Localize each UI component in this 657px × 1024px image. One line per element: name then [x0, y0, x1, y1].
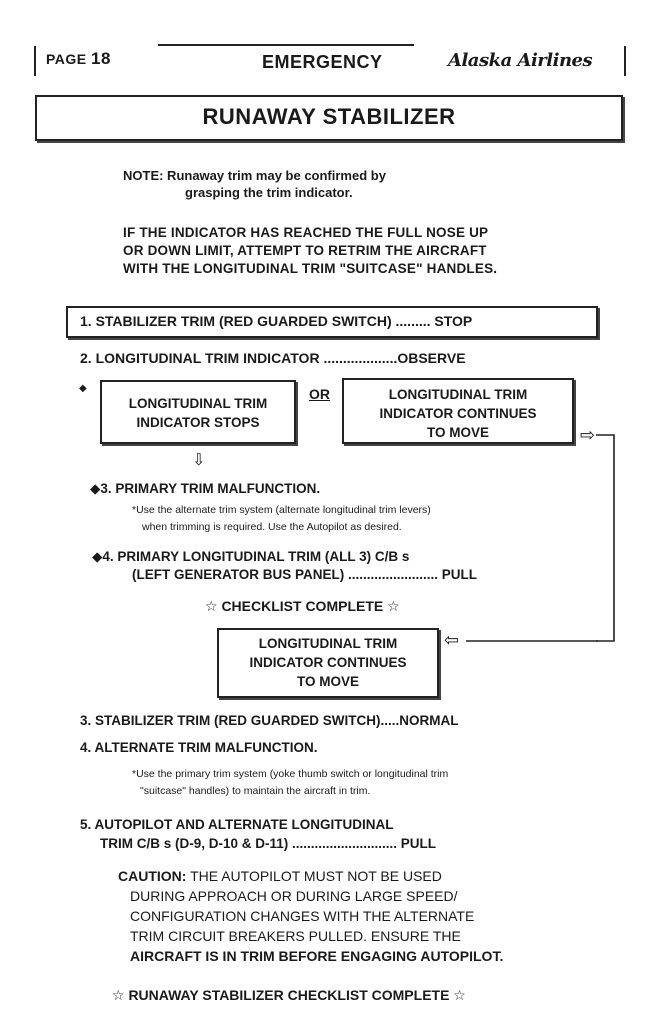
step4-primary-cb: ◆4. PRIMARY LONGITUDINAL TRIM (ALL 3) C/B s — [92, 549, 410, 564]
note-line1: NOTE: Runaway trim may be confirmed by — [123, 168, 386, 183]
diamond-icon: ◆ — [79, 383, 87, 394]
instruction-line: IF THE INDICATOR HAS REACHED THE FULL NOSE UP — [123, 225, 489, 240]
option-line: INDICATOR CONTINUES — [249, 655, 407, 670]
page-number — [46, 49, 111, 69]
option-line: TO MOVE — [296, 674, 359, 689]
step5-autopilot: 5. AUTOPILOT AND ALTERNATE LONGITUDINAL — [80, 817, 394, 832]
step4-alternate-trim: 4. ALTERNATE TRIM MALFUNCTION. — [80, 740, 318, 755]
arrow-left-icon: ⇦ — [444, 630, 460, 650]
option-line: LONGITUDINAL TRIM — [258, 636, 398, 651]
option-indicator-continues-2 — [217, 628, 439, 698]
page-title: RUNAWAY STABILIZER — [202, 104, 456, 129]
header-rule — [158, 44, 414, 46]
indicator-instruction — [123, 224, 497, 278]
option-line: TO MOVE — [426, 425, 489, 440]
note-line2: grasping the trim indicator. — [185, 185, 353, 200]
final-checklist-complete: ☆ RUNAWAY STABILIZER CHECKLIST COMPLETE ☆ — [112, 987, 466, 1003]
caution-line: AIRCRAFT IS IN TRIM BEFORE ENGAGING AUTOPILOT. — [130, 948, 504, 964]
instruction-line: WITH THE LONGITUDINAL TRIM "SUITCASE" HANDLES. — [123, 261, 498, 276]
step3-primary-trim: ◆3. PRIMARY TRIM MALFUNCTION. — [90, 481, 321, 496]
step2: 2. LONGITUDINAL TRIM INDICATOR ...................OBSERVE — [80, 350, 466, 366]
page-number-value: 18 — [91, 49, 111, 68]
step4-primary-cb-line2: (LEFT GENERATOR BUS PANEL) ........................ PULL — [132, 567, 478, 582]
option-line: LONGITUDINAL TRIM — [388, 387, 528, 402]
page-label: PAGE — [46, 51, 87, 67]
instruction-line: OR DOWN LIMIT, ATTEMPT TO RETRIM THE AIRCRAFT — [123, 243, 487, 258]
step3-note — [132, 502, 431, 536]
option-indicator-continues — [342, 378, 574, 444]
connector-line — [466, 640, 600, 644]
note-line: when trimming is required. Use the Autopilot as desired. — [142, 521, 402, 533]
note-line: *Use the alternate trim system (alternate longitudinal trim levers) — [132, 504, 431, 516]
caution-line: THE AUTOPILOT MUST NOT BE USED — [186, 868, 442, 884]
caution-label: CAUTION: — [118, 868, 187, 884]
checklist-complete: ☆ CHECKLIST COMPLETE ☆ — [205, 598, 400, 614]
option-line: LONGITUDINAL TRIM — [128, 396, 268, 411]
caution-line: TRIM CIRCUIT BREAKERS PULLED. ENSURE THE — [130, 928, 461, 944]
caution-line: DURING APPROACH OR DURING LARGE SPEED/ — [130, 888, 458, 904]
section-title: EMERGENCY — [262, 52, 383, 72]
step5-line2: TRIM C/B s (D-9, D-10 & D-11) ............................ PULL — [100, 836, 437, 851]
step1: 1. STABILIZER TRIM (RED GUARDED SWITCH) ......... STOP — [80, 313, 473, 329]
or-label: OR — [309, 386, 330, 402]
connector-line — [596, 433, 620, 645]
arrow-down-icon: ⇩ — [192, 452, 206, 469]
note-line: *Use the primary trim system (yoke thumb switch or longitudinal trim — [132, 768, 449, 780]
caution-line: CONFIGURATION CHANGES WITH THE ALTERNATE — [130, 908, 475, 924]
step3-stabilizer-normal: 3. STABILIZER TRIM (RED GUARDED SWITCH).....NORMAL — [80, 713, 459, 728]
airline-logo: Alaska Airlines — [448, 50, 593, 71]
option-line: INDICATOR CONTINUES — [379, 406, 537, 421]
option-indicator-stops — [100, 380, 296, 444]
caution-block — [118, 866, 503, 966]
step4-note — [132, 766, 448, 800]
option-line: INDICATOR STOPS — [136, 415, 260, 430]
arrow-right-icon: ⇨ — [580, 425, 596, 445]
note-line: "suitcase" handles) to maintain the aircraft in trim. — [140, 785, 371, 797]
